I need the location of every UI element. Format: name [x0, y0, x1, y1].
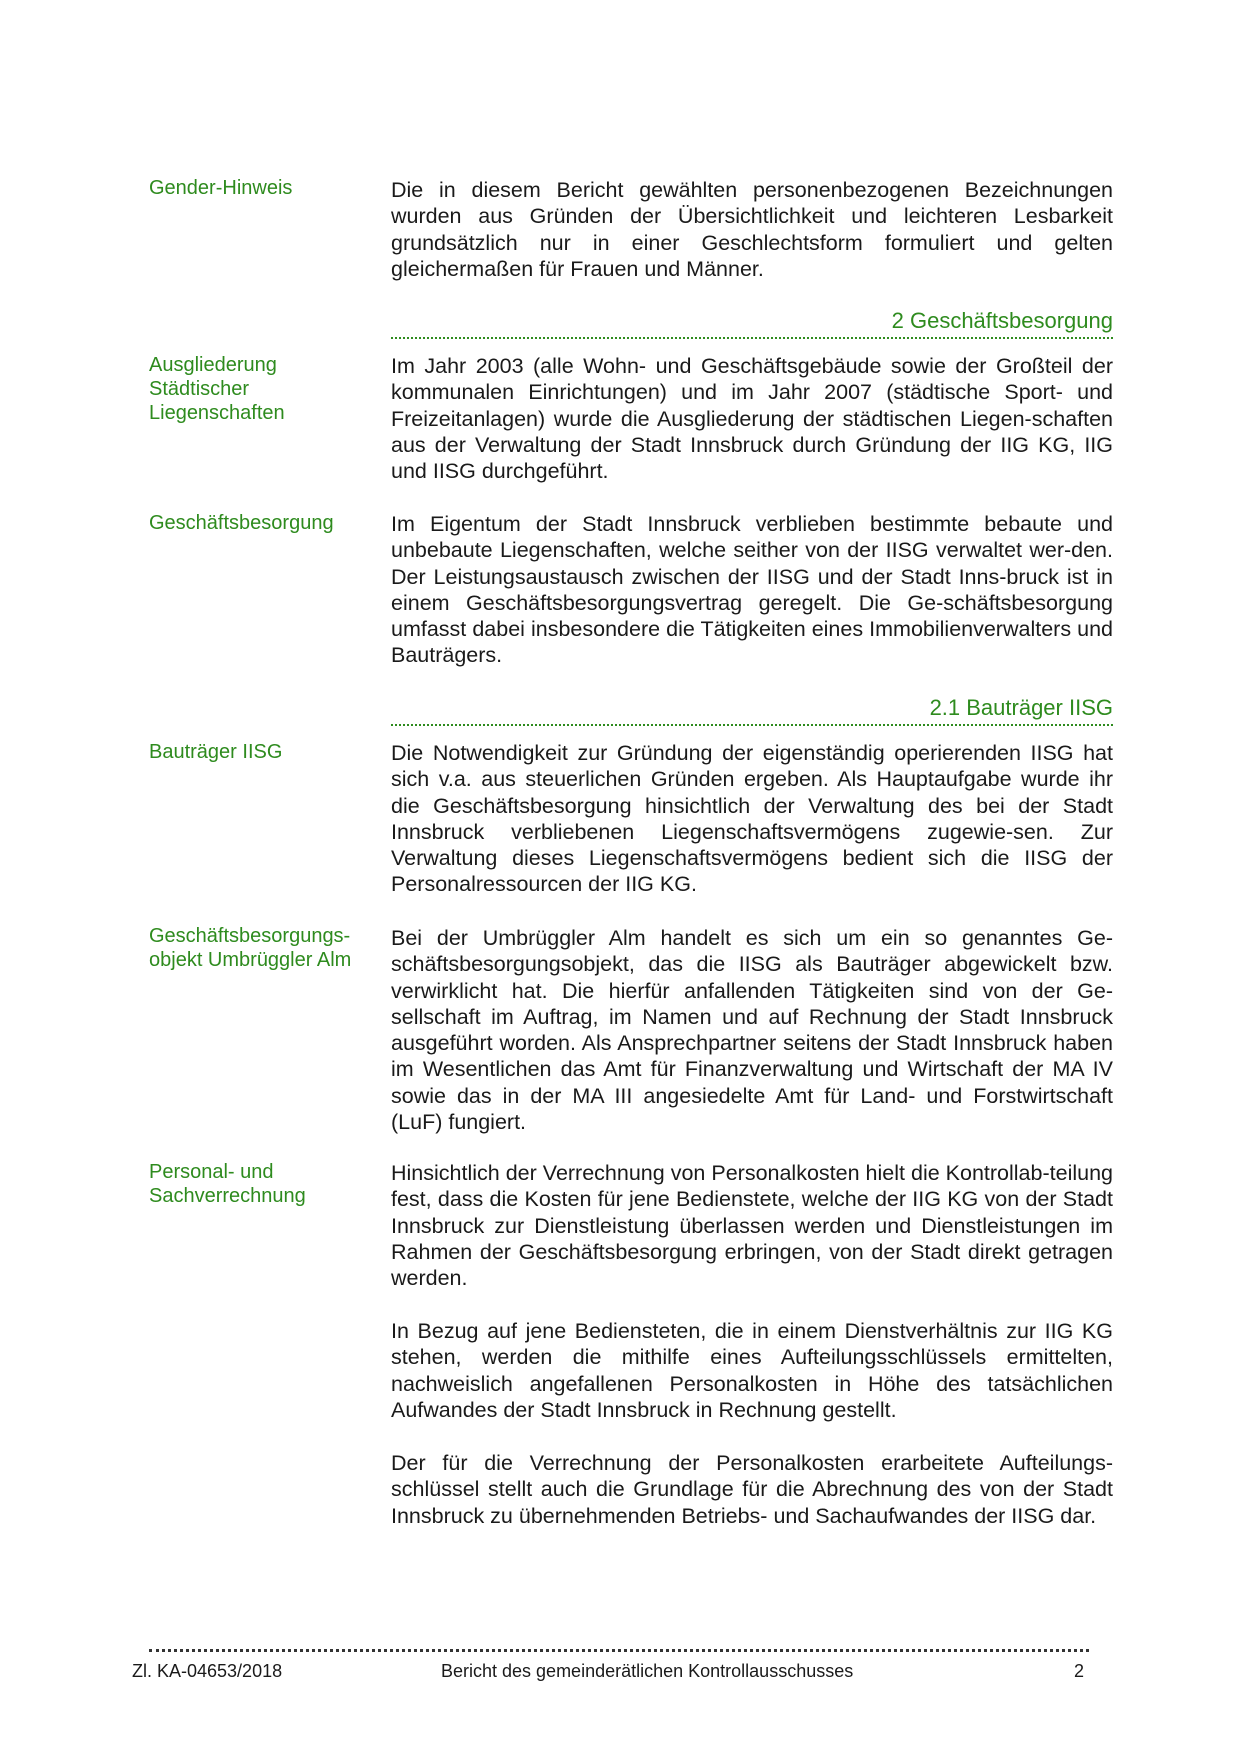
footer-title: Bericht des gemeinderätlichen Kontrollausschusses: [441, 1661, 854, 1681]
margin-label-umbrueggler-alm: Geschäftsbesorgungs-objekt Umbrüggler Alm: [149, 925, 352, 971]
paragraph-geschaeftsbesorgung: Im Eigentum der Stadt Innsbruck verblieben bestimmte bebaute und unbebaute Liegenschaften, welche seither von der IISG verwaltet wer-den. Der Leistungsaustausch zwischen der IISG und der Stadt Inns-bruck ist in einem Geschäftsbesorgungsvertrag geregelt. Die Ge-schäftsbesorgung umfasst dabei insbesondere die Tätigkeiten eines Immobilienverwalters und Bauträgers.: [391, 512, 1113, 668]
margin-label-ausgliederung: Ausgliederung Städtischer Liegenschaften: [149, 354, 285, 424]
section-heading-geschaeftsbesorgung: 2 Geschäftsbesorgung: [891, 308, 1113, 333]
paragraph-aufteilungsschluessel: Der für die Verrechnung der Personalkosten erarbeitete Aufteilungs-schlüssel stellt auch die Grundlage für die Abrechnung des von der Stadt Innsbruck zu übernehmenden Betriebs- und Sachaufwandes der IISG dar.: [391, 1451, 1113, 1528]
paragraph-bedienstete-iig-kg: In Bezug auf jene Bediensteten, die in einem Dienstverhältnis zur IIG KG stehen, werden die mithilfe eines Aufteilungsschlüssels ermittelten, nachweislich angefallenen Personalkosten in Höhe des tatsächlichen Aufwandes der Stadt Innsbruck in Rechnung gestellt.: [391, 1319, 1113, 1422]
footer-page-number: 2: [1074, 1661, 1085, 1681]
margin-label-gender-hinweis: Gender-Hinweis: [149, 177, 293, 199]
footer-divider: [149, 1649, 1089, 1652]
paragraph-gender-hinweis: Die in diesem Bericht gewählten personenbezogenen Bezeichnungen wurden aus Gründen der Übersichtlichkeit und leichteren Lesbarkeit grundsätzlich nur in einer Geschlechtsform formuliert und gelten gleichermaßen für Frauen und Männer.: [391, 178, 1113, 281]
paragraph-ausgliederung: Im Jahr 2003 (alle Wohn- und Geschäftsgebäude sowie der Großteil der kommunalen Einrichtungen) und im Jahr 2007 (städtische Sport- und Freizeitanlagen) wurde die Ausgliederung der städtischen Liegen-schaften aus der Verwaltung der Stadt Innsbruck durch Gründung der IIG KG, IIG und IISG durchgeführt.: [391, 354, 1113, 484]
margin-label-personal-sachverrechnung: Personal- und Sachverrechnung: [149, 1161, 306, 1207]
footer-reference: Zl. KA-04653/2018: [132, 1661, 283, 1681]
margin-label-geschaeftsbesorgung: Geschäftsbesorgung: [149, 512, 334, 534]
margin-label-bautraeger-iisg: Bauträger IISG: [149, 741, 283, 763]
section-heading-bautraeger-iisg: 2.1 Bauträger IISG: [929, 695, 1113, 720]
paragraph-umbrueggler-alm: Bei der Umbrüggler Alm handelt es sich um ein so genanntes Ge-schäftsbesorgungsobjekt, das die IISG als Bauträger abgewickelt bzw. verwirklicht hat. Die hierfür anfallenden Tätigkeiten sind von der Ge-sellschaft im Auftrag, im Namen und auf Rechnung der Stadt Innsbruck ausgeführt worden. Als Ansprechpartner seitens der Stadt Innsbruck haben im Wesentlichen das Amt für Finanzverwaltung und Wirtschaft der MA IV sowie das in der MA III angesiedelte Amt für Land- und Forstwirtschaft (LuF) fungiert.: [391, 926, 1113, 1135]
paragraph-personalkosten: Hinsichtlich der Verrechnung von Personalkosten hielt die Kontrollab-teilung fest, dass die Kosten für jene Bedienstete, welche der IIG KG von der Stadt Innsbruck zur Dienstleistung überlassen werden und Dienstleistungen im Rahmen der Geschäftsbesorgung erbringen, von der Stadt direkt getragen werden.: [391, 1161, 1113, 1291]
heading-divider: [391, 724, 1113, 726]
paragraph-bautraeger-iisg: Die Notwendigkeit zur Gründung der eigenständig operierenden IISG hat sich v.a. aus steuerlichen Gründen ergeben. Als Hauptaufgabe wurde ihr die Geschäftsbesorgung hinsichtlich der Verwaltung des bei der Stadt Innsbruck verbliebenen Liegenschaftsvermögens zugewie-sen. Zur Verwaltung dieses Liegenschaftsvermögens bedient sich die IISG der Personalressourcen der IIG KG.: [391, 741, 1113, 897]
heading-divider: [391, 337, 1113, 339]
